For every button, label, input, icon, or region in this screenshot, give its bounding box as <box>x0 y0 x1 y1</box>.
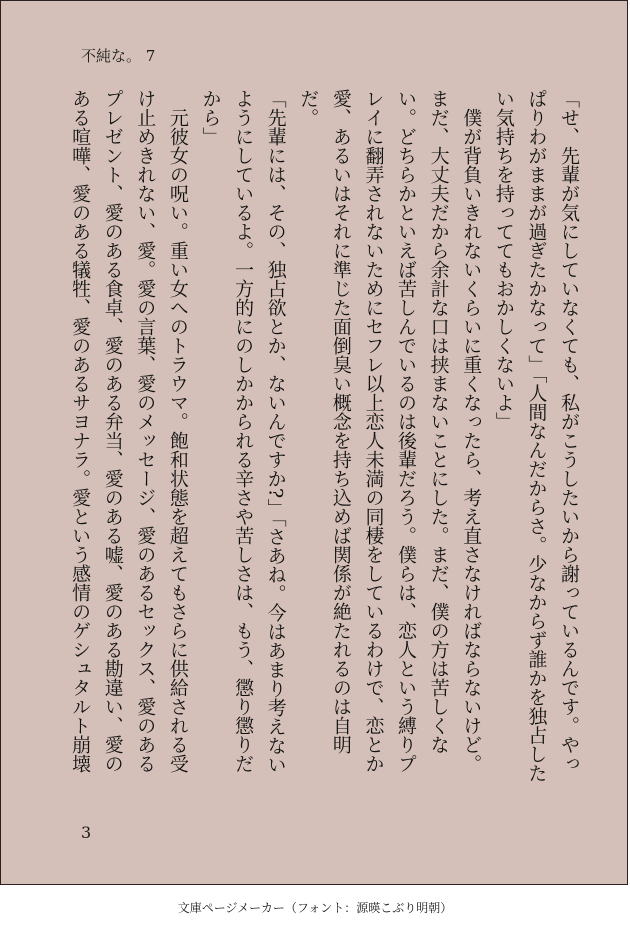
page-number: 3 <box>81 823 92 842</box>
paragraph: 元彼女の呪い。重い女へのトラウマ。飽和状態を超えてもさらに供給される受け止めきれない、愛。愛の言葉、愛のメッセージ、愛のあるセックス、愛のあるプレゼント、愛のある食卓、愛のある弁当、愛のある嘘、愛のある勘違い、愛のある喧嘩、愛のある犠牲、愛のあるサヨナラ。愛という感情のゲシュタルト崩壊 <box>69 89 189 773</box>
paragraph: 「先輩には、その、独占欲とか、ないんですか?」「さあね。今はあまり考えないようにしているよ。一方的にのしかかられる辛さや苦しさは、もう、懲り懲りだから」 <box>199 89 287 774</box>
footer-credit: 文庫ページメーカー（フォント：源暎こぶり明朝） <box>177 901 453 915</box>
paragraph: 「せ、先輩が気にしていなくても、私がこうしたいから謝っているんです。やっぱりわがままが過ぎたかなって」「人間なんだからさ。少なからず誰かを独占したい気持ちを持っててもおかしくないよ」 <box>492 89 580 783</box>
paragraph: 僕が背負いきれないくらいに重くなったら、考え直さなければならないけど。まだ、大丈夫だから余計な口は挟まないことにした。まだ、僕の方は苦しくない。どちらかといえば苦しんでいるのは後輩だろう。僕らは、恋人という縛りプレイに翻弄されないためにセフレ以上恋人未満の同棲をしているわけで、恋とか愛、あるいはそれに準じた面倒臭い概念を持ち込めば関係が絶たれるのは自明だ。 <box>297 89 483 773</box>
page-header: 不純な。 7 <box>81 47 156 65</box>
vertical-body-text <box>69 89 585 789</box>
